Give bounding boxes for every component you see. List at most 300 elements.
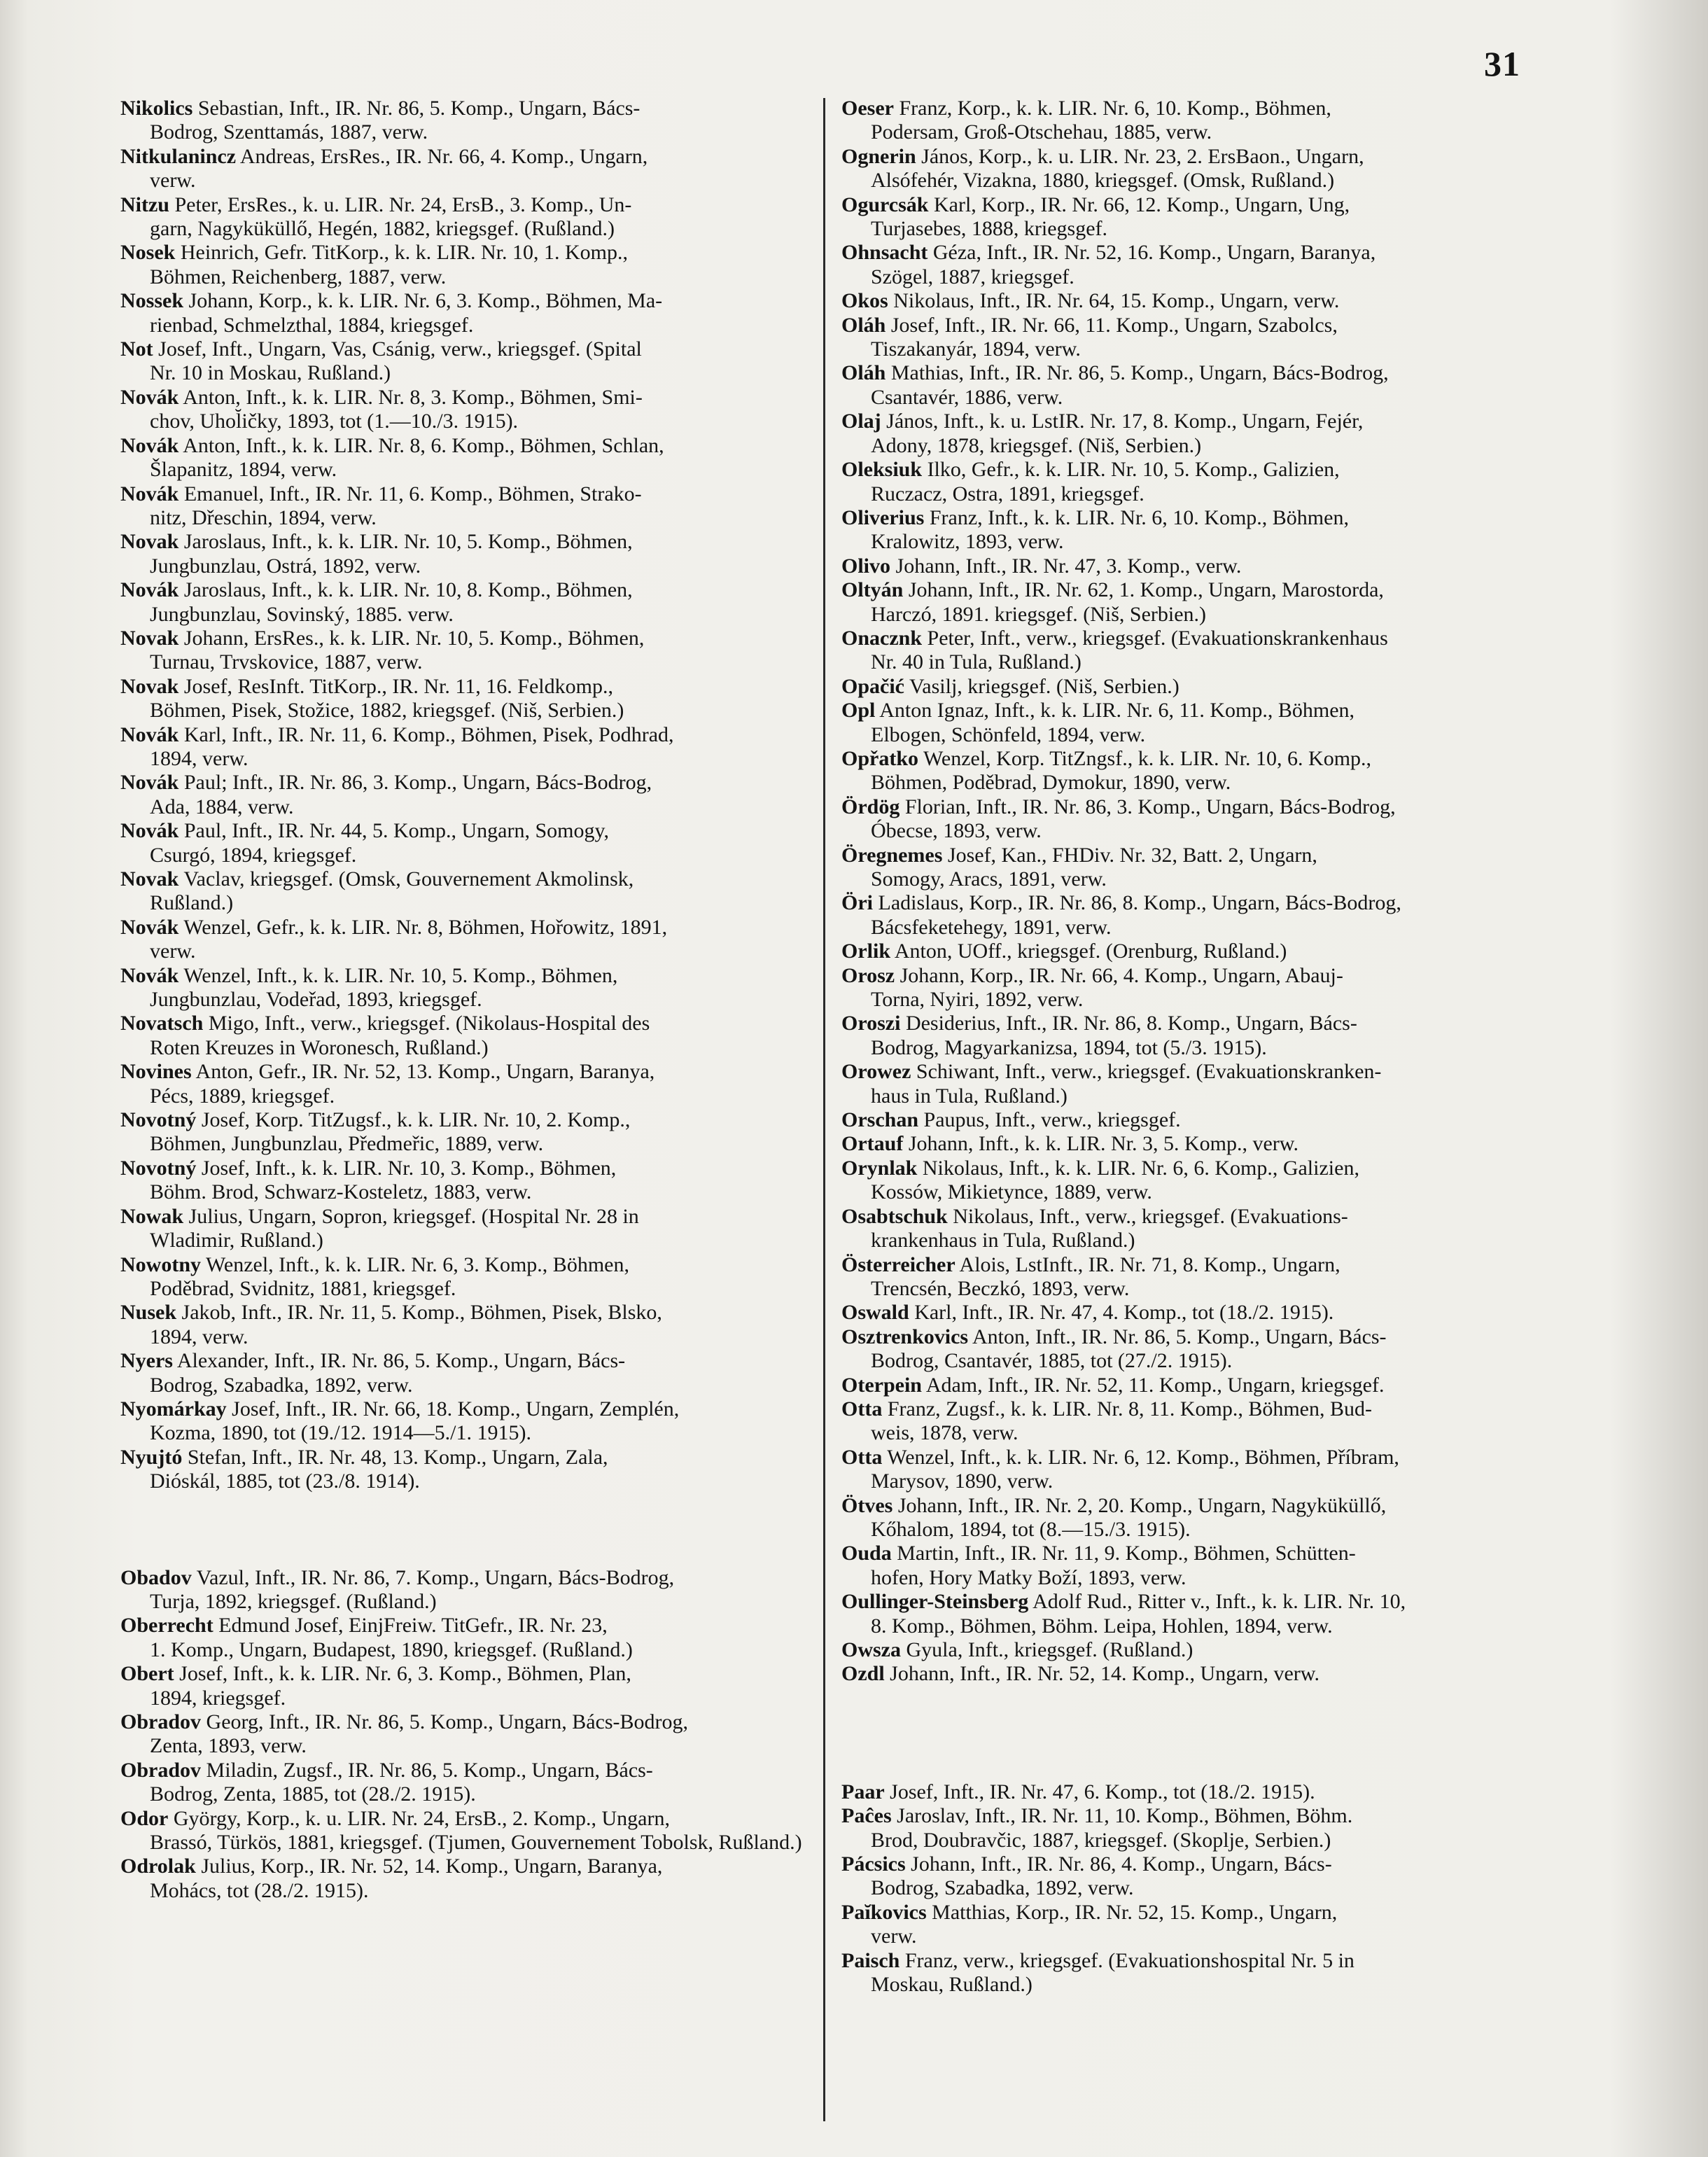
entry-continuation: krankenhaus in Tula, Rußland.) — [871, 1229, 1135, 1252]
entry-continuation: Bácsfeketehegy, 1891, verw. — [871, 915, 1112, 939]
entry-surname: Oterpein — [841, 1373, 922, 1397]
entry-details: Georg, Inft., IR. Nr. 86, 5. Komp., Ungarn, Bács-Bodrog, — [201, 1710, 689, 1733]
register-entry — [841, 458, 1541, 506]
register-entry — [841, 410, 1541, 458]
register-entry — [120, 1566, 850, 1614]
entry-surname: Onacznk — [841, 626, 923, 650]
entry-surname: Ortauf — [841, 1132, 904, 1156]
register-entry — [841, 1157, 1541, 1205]
entry-details: Karl, Korp., IR. Nr. 66, 12. Komp., Ungarn, Ung, — [928, 193, 1350, 216]
entry-surname: Oroszi — [841, 1012, 901, 1035]
register-entry — [841, 891, 1541, 940]
entry-surname: Opřatko — [841, 746, 919, 770]
entry-details: Sebastian, Inft., IR. Nr. 86, 5. Komp., Ungarn, Bács- — [192, 97, 640, 120]
register-entry — [841, 1494, 1541, 1542]
entry-details: Franz, verw., kriegsgef. (Evakuationshospital Nr. 5 in — [899, 1948, 1354, 1972]
register-entry — [841, 97, 1541, 145]
entry-details: Nikolaus, Inft., verw., kriegsgef. (Evakuations- — [947, 1204, 1348, 1228]
entry-continuation: Šlapanitz, 1894, verw. — [150, 458, 337, 482]
entry-surname: Orosz — [841, 963, 895, 987]
register-entry — [120, 964, 850, 1012]
entry-details: Wenzel, Inft., k. k. LIR. Nr. 6, 12. Komp., Böhmen, Příbram, — [882, 1445, 1399, 1469]
entry-continuation: Kossów, Mikietynce, 1889, verw. — [871, 1180, 1152, 1204]
entry-surname: Oswald — [841, 1301, 909, 1325]
entry-continuation: 1. Komp., Ungarn, Budapest, 1890, kriegsgef. (Rußland.) — [150, 1638, 633, 1661]
entry-surname: Oleksiuk — [841, 458, 923, 482]
register-entry — [120, 1157, 850, 1205]
entry-details: Adolf Rud., Ritter v., Inft., k. k. LIR. Nr. 10, — [1028, 1590, 1406, 1614]
register-entry — [120, 771, 850, 819]
entry-surname: Paĭkovics — [841, 1900, 927, 1924]
entry-continuation: verw. — [150, 169, 196, 193]
entry-continuation: Trencsén, Beczkó, 1893, verw. — [871, 1276, 1130, 1300]
entry-details: Karl, Inft., IR. Nr. 47, 4. Komp., tot (18./2. 1915). — [909, 1301, 1334, 1325]
entry-continuation: Moskau, Rußland.) — [871, 1973, 1032, 1997]
right-column — [841, 97, 1541, 1997]
entry-details: Géza, Inft., IR. Nr. 52, 16. Komp., Ungarn, Baranya, — [927, 241, 1376, 265]
entry-continuation: Dióskál, 1885, tot (23./8. 1914). — [150, 1470, 420, 1493]
entry-details: Vasilj, kriegsgef. (Niš, Serbien.) — [904, 674, 1180, 698]
entry-details: Jakob, Inft., IR. Nr. 11, 5. Komp., Böhmen, Pisek, Blsko, — [176, 1301, 662, 1325]
register-entry — [841, 1397, 1541, 1446]
entry-continuation: Bodrog, Szabadka, 1892, verw. — [150, 1373, 413, 1397]
entry-details: Desiderius, Inft., IR. Nr. 86, 8. Komp., Ungarn, Bács- — [900, 1012, 1357, 1035]
entry-surname: Novák — [120, 578, 179, 602]
entry-details: Stefan, Inft., IR. Nr. 48, 13. Komp., Ungarn, Zala, — [182, 1445, 608, 1469]
register-entry — [841, 314, 1541, 362]
register-entry — [841, 506, 1541, 554]
entry-details: Josef, Inft., IR. Nr. 66, 11. Komp., Ungarn, Szabolcs, — [886, 313, 1338, 337]
entry-surname: Novines — [120, 1060, 192, 1084]
entry-surname: Novotný — [120, 1156, 197, 1180]
register-entry — [841, 1949, 1541, 1997]
register-entry — [841, 1590, 1541, 1638]
entry-surname: Okos — [841, 289, 888, 313]
entry-continuation: Rußland.) — [150, 891, 234, 915]
entry-continuation: garn, Nagyküküllő, Hegén, 1882, kriegsgef. (Rußland.) — [150, 217, 615, 241]
register-entry — [841, 1542, 1541, 1590]
register-entry — [841, 1301, 1541, 1325]
entry-surname: Odrolak — [120, 1855, 196, 1878]
entry-surname: Österreicher — [841, 1252, 955, 1276]
entry-continuation: Turjasebes, 1888, kriegsgef. — [871, 217, 1108, 241]
entry-continuation: haus in Tula, Rußland.) — [871, 1084, 1068, 1108]
entry-details: Franz, Inft., k. k. LIR. Nr. 6, 10. Komp., Böhmen, — [924, 505, 1349, 529]
entry-continuation: Óbecse, 1893, verw. — [871, 819, 1042, 843]
entry-continuation: Csurgó, 1894, kriegsgef. — [150, 843, 357, 867]
entry-details: Paul, Inft., IR. Nr. 44, 5. Komp., Ungarn, Somogy, — [178, 819, 610, 843]
entry-surname: Obradov — [120, 1710, 202, 1733]
register-entry — [841, 1108, 1541, 1132]
entry-surname: Oláh — [841, 361, 886, 385]
register-entry — [841, 675, 1541, 699]
register-entry — [841, 940, 1541, 963]
entry-continuation: Zenta, 1893, verw. — [150, 1734, 307, 1758]
entry-details: Wenzel, Korp. TitZngsf., k. k. LIR. Nr. 10, 6. Komp., — [918, 746, 1372, 770]
entry-surname: Obadov — [120, 1565, 192, 1589]
entry-continuation: Csantavér, 1886, verw. — [871, 385, 1063, 409]
entry-continuation: Elbogen, Schönfeld, 1894, verw. — [871, 723, 1146, 746]
entry-surname: Oltyán — [841, 578, 904, 602]
entry-details: János, Korp., k. u. LIR. Nr. 23, 2. ErsBaon., Ungarn, — [916, 144, 1364, 168]
entry-continuation: chov, Uhol̆ičky, 1893, tot (1.—10./3. 1915). — [150, 410, 519, 433]
register-entry — [841, 1374, 1541, 1397]
n-section — [120, 97, 850, 1494]
register-entry — [841, 1132, 1541, 1156]
entry-surname: Orynlak — [841, 1156, 918, 1180]
register-entry — [120, 482, 850, 531]
entry-continuation: Bodrog, Zenta, 1885, tot (28./2. 1915). — [150, 1782, 476, 1806]
section-gap — [120, 1494, 850, 1566]
entry-continuation: Bodrog, Szabadka, 1892, verw. — [871, 1876, 1134, 1900]
entry-surname: Ognerin — [841, 144, 916, 168]
entry-details: Anton, Inft., k. k. LIR. Nr. 8, 6. Komp., Böhmen, Schlan, — [178, 433, 664, 457]
entry-details: Paupus, Inft., verw., kriegsgef. — [918, 1108, 1181, 1132]
entry-continuation: Jungbunzlau, Vodeřad, 1893, kriegsgef. — [150, 988, 482, 1012]
entry-continuation: Nr. 10 in Moskau, Rußland.) — [150, 361, 391, 385]
entry-details: Migo, Inft., verw., kriegsgef. (Nikolaus-Hospital des — [203, 1012, 650, 1035]
entry-continuation: Somogy, Aracs, 1891, verw. — [871, 867, 1107, 891]
entry-continuation: Nr. 40 in Tula, Rußland.) — [871, 650, 1082, 674]
entry-continuation: Kozma, 1890, tot (19./12. 1914—5./1. 1915). — [150, 1421, 531, 1445]
register-entry — [841, 795, 1541, 844]
entry-continuation: Wladimir, Rußland.) — [150, 1229, 323, 1252]
entry-surname: Ozdl — [841, 1662, 885, 1686]
register-entry — [841, 1901, 1541, 1949]
entry-continuation: Adony, 1878, kriegsgef. (Niš, Serbien.) — [871, 433, 1202, 457]
entry-surname: Otta — [841, 1397, 883, 1420]
register-entry — [120, 1012, 850, 1060]
entry-details: Franz, Korp., k. k. LIR. Nr. 6, 10. Komp., Böhmen, — [893, 97, 1331, 120]
entry-continuation: Brod, Doubravčic, 1887, kriegsgef. (Skoplje, Serbien.) — [871, 1828, 1331, 1852]
register-entry — [841, 241, 1541, 289]
entry-details: Alexander, Inft., IR. Nr. 86, 5. Komp., Ungarn, Bács- — [172, 1349, 626, 1373]
entry-surname: Paisch — [841, 1948, 900, 1972]
left-column — [120, 97, 850, 1903]
register-entry — [120, 916, 850, 964]
register-entry — [120, 675, 850, 723]
entry-surname: Opačić — [841, 674, 904, 698]
entry-details: Wenzel, Inft., k. k. LIR. Nr. 10, 5. Komp., Böhmen, — [178, 963, 618, 987]
entry-details: Josef, Inft., k. k. LIR. Nr. 10, 3. Komp., Böhmen, — [196, 1156, 617, 1180]
entry-surname: Nowak — [120, 1204, 184, 1228]
register-entry — [120, 819, 850, 867]
entry-details: Wenzel, Inft., k. k. LIR. Nr. 6, 3. Komp., Böhmen, — [201, 1252, 629, 1276]
entry-continuation: 8. Komp., Böhmen, Böhm. Leipa, Hohlen, 1894, verw. — [871, 1614, 1333, 1638]
register-entry — [120, 1662, 850, 1710]
register-entry — [841, 578, 1541, 627]
entry-details: Johann, Inft., k. k. LIR. Nr. 3, 5. Komp., verw. — [903, 1132, 1298, 1156]
entry-details: Josef, Inft., Ungarn, Vas, Csánig, verw., kriegsgef. (Spital — [153, 337, 642, 361]
entry-surname: Nitkulanincz — [120, 144, 237, 168]
entry-surname: Nusek — [120, 1301, 177, 1325]
entry-continuation: Turja, 1892, kriegsgef. (Rußland.) — [150, 1589, 437, 1613]
p-section — [841, 1780, 1541, 1997]
entry-surname: Ogurcsák — [841, 193, 929, 216]
entry-surname: Nyujtó — [120, 1445, 183, 1469]
register-entry — [841, 627, 1541, 675]
entry-details: Josef, Korp. TitZugsf., k. k. LIR. Nr. 10, 2. Komp., — [196, 1108, 631, 1132]
entry-continuation: Kralowitz, 1893, verw. — [871, 530, 1064, 554]
register-entry — [120, 386, 850, 434]
entry-continuation: Bodrog, Csantavér, 1885, tot (27./2. 1915). — [871, 1349, 1233, 1373]
entry-continuation: Kőhalom, 1894, tot (8.—15./3. 1915). — [871, 1517, 1191, 1541]
entry-continuation: Bodrog, Szenttamás, 1887, verw. — [150, 120, 428, 144]
entry-details: Johann, Korp., k. k. LIR. Nr. 6, 3. Komp., Böhmen, Ma- — [183, 289, 663, 313]
entry-details: János, Inft., k. u. LstIR. Nr. 17, 8. Komp., Ungarn, Fejér, — [881, 410, 1364, 433]
entry-continuation: Jungbunzlau, Ostrá, 1892, verw. — [150, 554, 421, 578]
entry-continuation: Poděbrad, Svidnitz, 1881, kriegsgef. — [150, 1276, 456, 1300]
register-entry — [120, 1759, 850, 1807]
entry-details: Anton, Gefr., IR. Nr. 52, 13. Komp., Ungarn, Baranya, — [191, 1060, 655, 1084]
register-entry — [841, 964, 1541, 1012]
o-section-left — [120, 1566, 850, 1904]
entry-details: Peter, Inft., verw., kriegsgef. (Evakuationskrankenhaus — [922, 626, 1388, 650]
register-entry — [120, 1301, 850, 1349]
register-entry — [120, 1397, 850, 1446]
entry-continuation: Böhmen, Pisek, Stožice, 1882, kriegsgef. (Niš, Serbien.) — [150, 699, 624, 723]
entry-continuation: Ruczacz, Ostra, 1891, kriegsgef. — [871, 482, 1144, 505]
register-entry — [120, 867, 850, 916]
entry-surname: Novak — [120, 674, 179, 698]
register-entry — [841, 1638, 1541, 1662]
entry-details: Josef, ResInft. TitKorp., IR. Nr. 11, 16. Feldkomp., — [178, 674, 613, 698]
entry-details: Paul; Inft., IR. Nr. 86, 3. Komp., Ungarn, Bács-Bodrog, — [178, 771, 652, 795]
register-entry — [841, 747, 1541, 795]
entry-details: Johann, Inft., IR. Nr. 52, 14. Komp., Ungarn, verw. — [884, 1662, 1320, 1686]
entry-details: Florian, Inft., IR. Nr. 86, 3. Komp., Ungarn, Bács-Bodrog, — [899, 795, 1396, 818]
entry-details: Matthias, Korp., IR. Nr. 52, 15. Komp., Ungarn, — [926, 1900, 1338, 1924]
entry-continuation: Pécs, 1889, kriegsgef. — [150, 1084, 335, 1108]
entry-details: Adam, Inft., IR. Nr. 52, 11. Komp., Ungarn, kriegsgef. — [921, 1373, 1385, 1397]
entry-continuation: verw. — [871, 1925, 917, 1948]
entry-continuation: 1894, verw. — [150, 1325, 248, 1348]
entry-details: Miladin, Zugsf., IR. Nr. 86, 5. Komp., Ungarn, Bács- — [201, 1758, 653, 1782]
entry-details: Johann, Inft., IR. Nr. 47, 3. Komp., verw. — [890, 554, 1242, 578]
entry-details: Jaroslaus, Inft., k. k. LIR. Nr. 10, 8. Komp., Böhmen, — [178, 578, 633, 602]
entry-surname: Osabtschuk — [841, 1204, 948, 1228]
entry-surname: Osztrenkovics — [841, 1325, 969, 1348]
entry-details: Wenzel, Gefr., k. k. LIR. Nr. 8, Böhmen, Hořowitz, 1891, — [178, 915, 668, 939]
entry-details: Julius, Ungarn, Sopron, kriegsgef. (Hospital Nr. 28 in — [183, 1204, 639, 1228]
entry-surname: Owsza — [841, 1638, 901, 1661]
register-entry — [120, 530, 850, 578]
entry-details: Johann, Inft., IR. Nr. 2, 20. Komp., Ungarn, Nagyküküllő, — [892, 1493, 1387, 1517]
entry-surname: Oullinger-Steinsberg — [841, 1590, 1029, 1614]
entry-details: Johann, ErsRes., k. k. LIR. Nr. 10, 5. Komp., Böhmen, — [178, 626, 645, 650]
register-entry — [841, 1780, 1541, 1804]
entry-continuation: weis, 1878, verw. — [871, 1421, 1018, 1445]
entry-continuation: Roten Kreuzes in Woronesch, Rußland.) — [150, 1035, 489, 1059]
entry-details: Josef, Inft., k. k. LIR. Nr. 6, 3. Komp., Böhmen, Plan, — [174, 1662, 631, 1686]
entry-details: Franz, Zugsf., k. k. LIR. Nr. 8, 11. Komp., Böhmen, Bud- — [882, 1397, 1372, 1420]
register-entry — [841, 361, 1541, 410]
entry-surname: Oliverius — [841, 505, 925, 529]
register-entry — [841, 1446, 1541, 1494]
entry-continuation: rienbad, Schmelzthal, 1884, kriegsgef. — [150, 313, 474, 337]
entry-details: Anton, Inft., IR. Nr. 86, 5. Komp., Ungarn, Bács- — [968, 1325, 1387, 1348]
register-entry — [841, 1012, 1541, 1060]
entry-details: Martin, Inft., IR. Nr. 11, 9. Komp., Böhmen, Schütten- — [891, 1542, 1356, 1565]
entry-details: Josef, Inft., IR. Nr. 47, 6. Komp., tot (18./2. 1915). — [884, 1780, 1315, 1803]
register-entry — [120, 1205, 850, 1253]
entry-continuation: Marysov, 1890, verw. — [871, 1470, 1054, 1493]
entry-details: Edmund Josef, EinjFreiw. TitGefr., IR. Nr. 23, — [213, 1614, 608, 1638]
entry-surname: Olivo — [841, 554, 891, 578]
entry-surname: Novatsch — [120, 1012, 204, 1035]
entry-surname: Öregnemes — [841, 843, 943, 867]
register-entry — [841, 1325, 1541, 1374]
register-entry — [841, 554, 1541, 578]
entry-continuation: Ada, 1884, verw. — [150, 795, 294, 818]
entry-details: Mathias, Inft., IR. Nr. 86, 5. Komp., Ungarn, Bács-Bodrog, — [886, 361, 1389, 385]
register-entry — [841, 1804, 1541, 1852]
entry-continuation: Alsófehér, Vizakna, 1880, kriegsgef. (Omsk, Rußland.) — [871, 169, 1335, 193]
entry-continuation: Bodrog, Magyarkanizsa, 1894, tot (5./3. 1915). — [871, 1035, 1267, 1059]
entry-details: Johann, Korp., IR. Nr. 66, 4. Komp., Ungarn, Abauj- — [895, 963, 1343, 987]
entry-surname: Olaj — [841, 410, 881, 433]
entry-continuation: 1894, kriegsgef. — [150, 1686, 286, 1710]
page-number: 31 — [1484, 44, 1520, 83]
entry-details: Anton Ignaz, Inft., k. k. LIR. Nr. 6, 11. Komp., Böhmen, — [875, 699, 1355, 723]
entry-continuation: Böhm. Brod, Schwarz-Kosteletz, 1883, verw. — [150, 1180, 532, 1204]
entry-details: Jaroslaus, Inft., k. k. LIR. Nr. 10, 5. Komp., Böhmen, — [178, 530, 633, 554]
entry-details: Andreas, ErsRes., IR. Nr. 66, 4. Komp., Ungarn, — [236, 144, 648, 168]
entry-surname: Paar — [841, 1780, 885, 1803]
entry-details: Nikolaus, Inft., k. k. LIR. Nr. 6, 6. Komp., Galizien, — [917, 1156, 1359, 1180]
entry-surname: Obradov — [120, 1758, 202, 1782]
entry-surname: Nitzu — [120, 193, 169, 216]
entry-continuation: Mohács, tot (28./2. 1915). — [150, 1878, 369, 1902]
entry-surname: Otta — [841, 1445, 883, 1469]
register-entry — [841, 145, 1541, 193]
entry-surname: Oláh — [841, 313, 886, 337]
entry-details: Johann, Inft., IR. Nr. 86, 4. Komp., Ungarn, Bács- — [905, 1852, 1332, 1876]
entry-details: Josef, Kan., FHDiv. Nr. 32, Batt. 2, Ungarn, — [942, 843, 1317, 867]
entry-surname: Ötves — [841, 1493, 893, 1517]
register-entry — [120, 1446, 850, 1494]
entry-surname: Nikolics — [120, 97, 193, 120]
register-entry — [120, 241, 850, 289]
entry-surname: Novák — [120, 771, 179, 795]
entry-details: Schiwant, Inft., verw., kriegsgef. (Evakuationskranken- — [911, 1060, 1382, 1084]
entry-details: Vazul, Inft., IR. Nr. 86, 7. Komp., Ungarn, Bács-Bodrog, — [191, 1565, 675, 1589]
entry-details: Heinrich, Gefr. TitKorp., k. k. LIR. Nr. 10, 1. Komp., — [175, 241, 628, 265]
register-entry — [120, 1855, 850, 1903]
register-entry — [841, 844, 1541, 892]
register-entry — [841, 1253, 1541, 1301]
register-entry — [841, 1060, 1541, 1108]
register-entry — [120, 1614, 850, 1662]
section-gap — [841, 1687, 1541, 1780]
register-entry — [841, 699, 1541, 747]
entry-continuation: Böhmen, Poděbrad, Dymokur, 1890, verw. — [871, 771, 1231, 795]
entry-surname: Öri — [841, 891, 873, 915]
register-entry — [120, 1710, 850, 1759]
entry-surname: Novak — [120, 626, 179, 650]
entry-surname: Novák — [120, 963, 179, 987]
entry-surname: Ördög — [841, 795, 900, 818]
register-entry — [120, 1807, 850, 1855]
register-entry — [120, 193, 850, 242]
o-section-right — [841, 97, 1541, 1687]
entry-continuation: Böhmen, Reichenberg, 1887, verw. — [150, 265, 447, 288]
register-entry — [120, 1253, 850, 1301]
entry-continuation: verw. — [150, 940, 196, 963]
entry-surname: Not — [120, 337, 153, 361]
entry-surname: Oeser — [841, 97, 894, 120]
register-entry — [841, 289, 1541, 313]
entry-surname: Odor — [120, 1806, 169, 1830]
entry-surname: Nyers — [120, 1349, 173, 1373]
entry-details: Ilko, Gefr., k. k. LIR. Nr. 10, 5. Komp., Galizien, — [922, 458, 1340, 482]
entry-continuation: Brassó, Türkös, 1881, kriegsgef. (Tjumen, Gouvernement Tobolsk, Rußland.) — [150, 1831, 802, 1855]
entry-continuation: 1894, verw. — [150, 746, 248, 770]
register-entry — [841, 1852, 1541, 1901]
register-entry — [120, 723, 850, 772]
entry-details: Alois, LstInft., IR. Nr. 71, 8. Komp., Ungarn, — [955, 1252, 1340, 1276]
register-entry — [120, 337, 850, 386]
register-entry — [841, 1662, 1541, 1686]
entry-surname: Nyomárkay — [120, 1397, 227, 1420]
entry-surname: Obert — [120, 1662, 174, 1686]
entry-surname: Ouda — [841, 1542, 892, 1565]
entry-surname: Novak — [120, 530, 179, 554]
entry-continuation: Turnau, Trvskovice, 1887, verw. — [150, 650, 423, 674]
register-entry — [120, 1108, 850, 1157]
entry-continuation: Harczó, 1891. kriegsgef. (Niš, Serbien.) — [871, 602, 1207, 626]
entry-surname: Opl — [841, 699, 876, 723]
register-entry — [120, 1349, 850, 1397]
entry-surname: Novak — [120, 867, 179, 891]
register-entry — [841, 193, 1541, 242]
entry-continuation: Jungbunzlau, Sovinský, 1885. verw. — [150, 602, 454, 626]
register-entry — [120, 1060, 850, 1108]
entry-surname: Novák — [120, 385, 179, 409]
register-entry — [120, 97, 850, 145]
column-divider — [823, 98, 825, 2121]
entry-continuation: Tiszakanyár, 1894, verw. — [871, 337, 1081, 361]
entry-details: Vaclav, kriegsgef. (Omsk, Gouvernement Akmolinsk, — [178, 867, 634, 891]
entry-surname: Orlik — [841, 940, 891, 963]
entry-details: Karl, Inft., IR. Nr. 11, 6. Komp., Böhmen, Pisek, Podhrad, — [178, 723, 674, 746]
entry-surname: Novotný — [120, 1108, 197, 1132]
entry-surname: Novák — [120, 723, 179, 746]
entry-details: Anton, Inft., k. k. LIR. Nr. 8, 3. Komp., Böhmen, Smi- — [178, 385, 643, 409]
entry-details: Julius, Korp., IR. Nr. 52, 14. Komp., Ungarn, Baranya, — [195, 1855, 663, 1878]
register-entry — [120, 289, 850, 337]
entry-surname: Nowotny — [120, 1252, 202, 1276]
entry-surname: Novák — [120, 819, 179, 843]
entry-details: Emanuel, Inft., IR. Nr. 11, 6. Komp., Böhmen, Strako- — [178, 482, 642, 505]
register-entry — [120, 578, 850, 627]
entry-surname: Novák — [120, 915, 179, 939]
entry-surname: Novák — [120, 433, 179, 457]
entry-details: Peter, ErsRes., k. u. LIR. Nr. 24, ErsB., 3. Komp., Un- — [169, 193, 632, 216]
register-entry — [120, 627, 850, 675]
entry-details: Gyula, Inft., kriegsgef. (Rußland.) — [901, 1638, 1194, 1661]
entry-surname: Orowez — [841, 1060, 911, 1084]
entry-continuation: Szögel, 1887, kriegsgef. — [871, 265, 1074, 288]
entry-continuation: Böhmen, Jungbunzlau, Předmeřic, 1889, verw. — [150, 1132, 544, 1156]
register-entry — [120, 434, 850, 482]
entry-details: Anton, UOff., kriegsgef. (Orenburg, Rußland.) — [890, 940, 1287, 963]
entry-details: György, Korp., k. u. LIR. Nr. 24, ErsB., 2. Komp., Ungarn, — [168, 1806, 670, 1830]
entry-details: Josef, Inft., IR. Nr. 66, 18. Komp., Ungarn, Zemplén, — [226, 1397, 680, 1420]
entry-details: Ladislaus, Korp., IR. Nr. 86, 8. Komp., Ungarn, Bács-Bodrog, — [873, 891, 1401, 915]
entry-surname: Novák — [120, 482, 179, 505]
entry-surname: Pácsics — [841, 1852, 906, 1876]
